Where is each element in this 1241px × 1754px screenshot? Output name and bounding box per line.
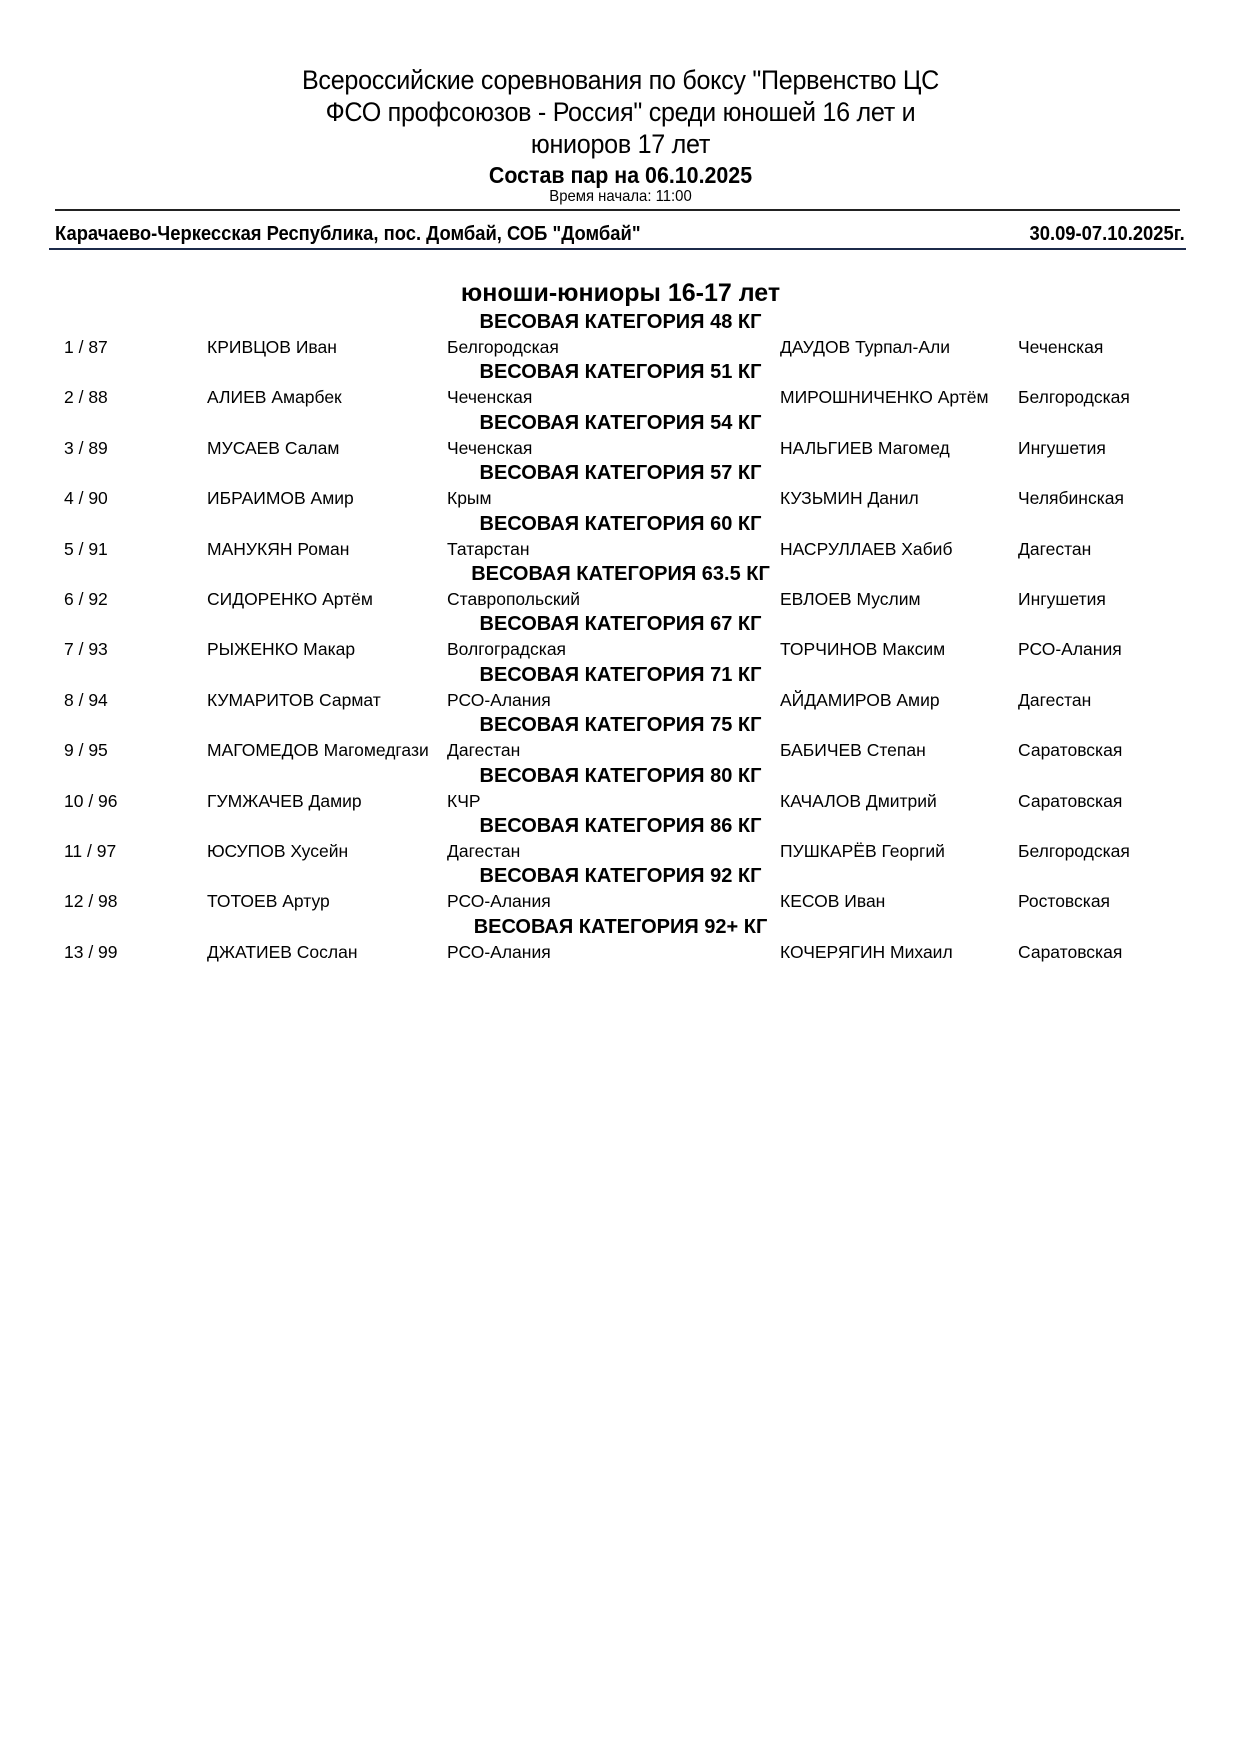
- bout-row: [0, 385, 1241, 409]
- blue-corner-region: Чеченская: [1018, 337, 1104, 357]
- document-header: [0, 64, 1241, 206]
- red-corner-region: РСО-Алания: [447, 941, 551, 962]
- blue-corner-name: АЙДАМИРОВ Амир: [780, 689, 940, 710]
- bouts-list: [0, 310, 1241, 965]
- blue-corner-name: КОЧЕРЯГИН Михаил: [780, 941, 953, 962]
- bout-number: 6 / 92: [64, 588, 108, 609]
- bout-number: 8 / 94: [64, 689, 108, 710]
- bout-number: 1 / 87: [64, 337, 108, 357]
- blue-corner-region: Саратовская: [1018, 941, 1123, 962]
- red-corner-region: КЧР: [447, 790, 481, 811]
- blue-corner-region: Белгородская: [1018, 840, 1130, 861]
- bout-block: [0, 764, 1241, 814]
- bout-number: 7 / 93: [64, 639, 108, 660]
- header-divider-bottom: [49, 248, 1186, 250]
- bout-row: [0, 839, 1241, 863]
- blue-corner-region: Ингушетия: [1018, 588, 1106, 609]
- bout-number: 11 / 97: [64, 840, 117, 861]
- blue-corner-region: Дагестан: [1018, 689, 1092, 710]
- weight-category: ВЕСОВАЯ КАТЕГОРИЯ 60 КГ: [479, 512, 762, 535]
- bout-row: [0, 889, 1241, 913]
- blue-corner-name: КАЧАЛОВ Дмитрий: [780, 790, 937, 811]
- bout-row: [0, 688, 1241, 712]
- bout-number: 4 / 90: [64, 488, 108, 509]
- red-corner-name: ДЖАТИЕВ Сослан: [207, 941, 358, 962]
- red-corner-region: Татарстан: [447, 538, 530, 559]
- bout-number: 13 / 99: [64, 941, 118, 962]
- bout-block: [0, 864, 1241, 914]
- red-corner-region: Чеченская: [447, 387, 533, 408]
- venue-row: [55, 222, 1185, 246]
- bout-row: [0, 940, 1241, 964]
- weight-category: ВЕСОВАЯ КАТЕГОРИЯ 92 КГ: [479, 865, 762, 888]
- blue-corner-name: МИРОШНИЧЕНКО Артём: [780, 387, 989, 408]
- bout-number: 12 / 98: [64, 891, 118, 912]
- bout-block: [0, 411, 1241, 461]
- blue-corner-name: ДАУДОВ Турпал-Али: [780, 337, 950, 357]
- blue-corner-region: Дагестан: [1018, 538, 1092, 559]
- weight-category: ВЕСОВАЯ КАТЕГОРИЯ 51 КГ: [479, 361, 762, 384]
- red-corner-name: ТОТОЕВ Артур: [207, 891, 330, 912]
- bout-block: [0, 713, 1241, 763]
- bout-row: [0, 486, 1241, 510]
- weight-category: ВЕСОВАЯ КАТЕГОРИЯ 86 КГ: [479, 814, 762, 837]
- red-corner-region: Дагестан: [447, 840, 521, 861]
- red-corner-name: МУСАЕВ Салам: [207, 437, 340, 458]
- bout-row: [0, 537, 1241, 561]
- start-time: Время начала: 11:00: [549, 188, 692, 205]
- bout-block: [0, 512, 1241, 562]
- weight-category: ВЕСОВАЯ КАТЕГОРИЯ 67 КГ: [479, 613, 762, 636]
- blue-corner-name: БАБИЧЕВ Степан: [780, 740, 926, 761]
- blue-corner-name: КЕСОВ Иван: [780, 891, 886, 912]
- weight-category: ВЕСОВАЯ КАТЕГОРИЯ 75 КГ: [479, 714, 762, 737]
- red-corner-name: РЫЖЕНКО Макар: [207, 639, 356, 660]
- title-line-3: юниоров 17 лет: [530, 129, 711, 159]
- blue-corner-region: РСО-Алания: [1018, 639, 1122, 660]
- bout-row: [0, 587, 1241, 611]
- bout-block: [0, 360, 1241, 410]
- weight-category: ВЕСОВАЯ КАТЕГОРИЯ 54 КГ: [479, 411, 762, 434]
- red-corner-name: АЛИЕВ Амарбек: [207, 387, 342, 408]
- red-corner-name: КРИВЦОВ Иван: [207, 337, 337, 357]
- bout-block: [0, 663, 1241, 713]
- red-corner-name: СИДОРЕНКО Артём: [207, 588, 373, 609]
- bout-row: [0, 436, 1241, 460]
- red-corner-region: Дагестан: [447, 740, 521, 761]
- bout-block: [0, 562, 1241, 612]
- pairings-date-title: Состав пар на 06.10.2025: [488, 162, 753, 188]
- blue-corner-region: Белгородская: [1018, 387, 1130, 408]
- red-corner-region: Белгородская: [447, 337, 559, 357]
- weight-category: ВЕСОВАЯ КАТЕГОРИЯ 63.5 КГ: [471, 562, 770, 585]
- red-corner-name: МАГОМЕДОВ Магомедгази: [207, 740, 429, 761]
- red-corner-name: ИБРАИМОВ Амир: [207, 488, 354, 509]
- blue-corner-region: Саратовская: [1018, 790, 1123, 811]
- bout-row: [0, 789, 1241, 813]
- weight-category: ВЕСОВАЯ КАТЕГОРИЯ 71 КГ: [479, 663, 762, 686]
- bout-block: [0, 915, 1241, 965]
- bout-block: [0, 310, 1241, 360]
- bout-number: 2 / 88: [64, 387, 108, 408]
- red-corner-name: ГУМЖАЧЕВ Дамир: [207, 790, 362, 811]
- bout-number: 5 / 91: [64, 538, 108, 559]
- bout-block: [0, 612, 1241, 662]
- age-group-title: юноши-юниоры 16-17 лет: [460, 279, 781, 307]
- blue-corner-name: ТОРЧИНОВ Максим: [780, 639, 946, 660]
- title-line-2: ФСО профсоюзов - Россия" среди юношей 16 лет и: [325, 97, 916, 127]
- blue-corner-region: Саратовская: [1018, 740, 1123, 761]
- blue-corner-name: ЕВЛОЕВ Муслим: [780, 588, 921, 609]
- weight-category: ВЕСОВАЯ КАТЕГОРИЯ 48 КГ: [479, 311, 762, 333]
- red-corner-region: РСО-Алания: [447, 689, 551, 710]
- red-corner-name: ЮСУПОВ Хусейн: [207, 840, 349, 861]
- red-corner-name: КУМАРИТОВ Сармат: [207, 689, 381, 710]
- red-corner-region: Волгоградская: [447, 639, 567, 660]
- blue-corner-name: НАСРУЛЛАЕВ Хабиб: [780, 538, 953, 559]
- red-corner-region: РСО-Алания: [447, 891, 551, 912]
- blue-corner-name: ПУШКАРЁВ Георгий: [780, 840, 945, 861]
- red-corner-region: Ставропольский: [447, 588, 581, 609]
- bout-row: [0, 335, 1241, 359]
- blue-corner-name: НАЛЬГИЕВ Магомед: [780, 437, 950, 458]
- bout-row: [0, 637, 1241, 661]
- bout-number: 9 / 95: [64, 740, 108, 761]
- bout-block: [0, 814, 1241, 864]
- bout-row: [0, 738, 1241, 762]
- event-dates: 30.09-07.10.2025г.: [1029, 223, 1185, 245]
- weight-category: ВЕСОВАЯ КАТЕГОРИЯ 80 КГ: [479, 764, 762, 787]
- blue-corner-region: Челябинская: [1018, 488, 1124, 509]
- red-corner-region: Чеченская: [447, 437, 533, 458]
- bout-number: 3 / 89: [64, 437, 108, 458]
- venue-location: Карачаево-Черкесская Республика, пос. Домбай, СОБ "Домбай": [55, 223, 641, 245]
- blue-corner-region: Ингушетия: [1018, 437, 1106, 458]
- header-divider-top: [55, 209, 1180, 211]
- weight-category: ВЕСОВАЯ КАТЕГОРИЯ 57 КГ: [479, 462, 762, 485]
- red-corner-region: Крым: [447, 488, 492, 509]
- bout-number: 10 / 96: [64, 790, 118, 811]
- weight-category: ВЕСОВАЯ КАТЕГОРИЯ 92+ КГ: [473, 915, 768, 938]
- blue-corner-region: Ростовская: [1018, 891, 1111, 912]
- title-line-1: Всероссийские соревнования по боксу "Первенство ЦС: [301, 65, 940, 95]
- bout-block: [0, 461, 1241, 511]
- red-corner-name: МАНУКЯН Роман: [207, 538, 350, 559]
- blue-corner-name: КУЗЬМИН Данил: [780, 488, 919, 509]
